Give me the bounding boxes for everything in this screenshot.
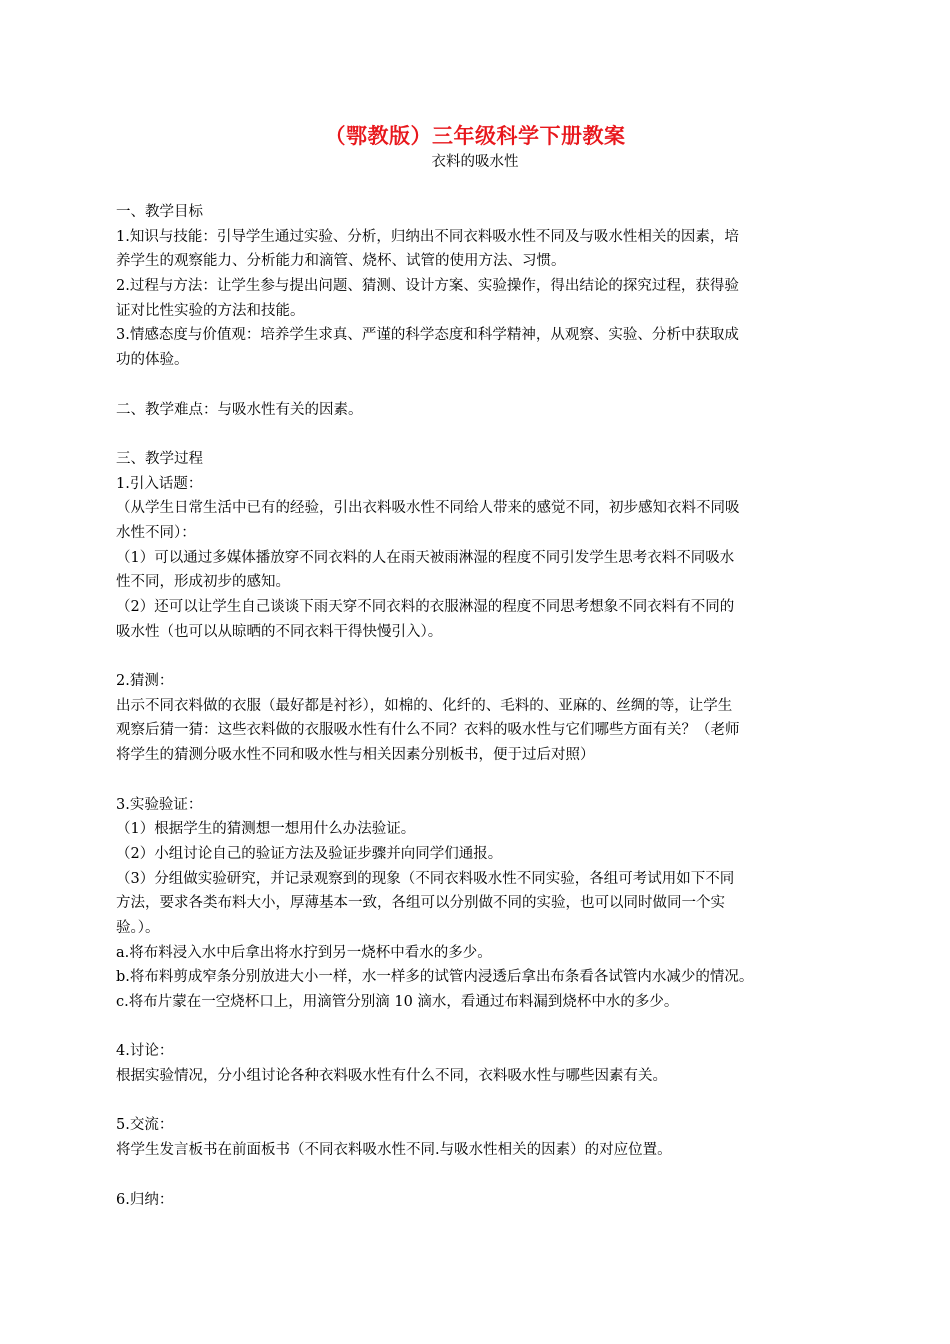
text-line: （1）根据学生的猜测想一想用什么办法验证。	[116, 821, 416, 838]
text-line: 1.引入话题：	[116, 475, 203, 492]
text-line: （从学生日常生活中已有的经验，引出衣料吸水性不同给人带来的感觉不同，初步感知衣料不同吸	[116, 500, 740, 517]
paragraph-gap	[116, 1015, 838, 1040]
text-line: 性不同，形成初步的感知。	[116, 574, 290, 591]
paragraph-gap	[116, 422, 838, 447]
document-body	[116, 200, 838, 1212]
document-title: （鄂教版）三年级科学下册教案	[324, 123, 626, 148]
text-line: 将学生发言板书在前面板书（不同衣料吸水性不同.与吸水性相关的因素）的对应位置。	[116, 1142, 672, 1159]
text-line: （3）分组做实验研究，并记录观察到的现象（不同衣料吸水性不同实验，各组可考试用如下不同	[116, 870, 735, 887]
section-heading-line: 2.猜测：	[116, 673, 174, 690]
section-heading-line: 二、教学难点：与吸水性有关的因素。	[116, 401, 363, 418]
text-line: 水性不同）：	[116, 524, 196, 541]
text-line: 吸水性（也可以从晾晒的不同衣料干得快慢引入）。	[116, 623, 443, 640]
section-heading-line: 三、教学过程	[116, 450, 203, 467]
section-heading-line: 一、教学目标	[116, 204, 203, 220]
text-line: 将学生的猜测分吸水性不同和吸水性与相关因素分别板书，便于过后对照）	[116, 747, 595, 764]
text-line: （2）还可以让学生自己谈谈下雨天穿不同衣料的衣服淋湿的程度不同思考想象不同衣料有不同的	[116, 599, 735, 615]
text-line: 根据实验情况，分小组讨论各种衣料吸水性有什么不同，衣料吸水性与哪些因素有关。	[116, 1068, 667, 1085]
text-line: 验。）。	[116, 919, 160, 936]
paragraph-gap	[116, 373, 838, 398]
text-line: 出示不同衣料做的衣服（最好都是衬衫），如棉的、化纤的、毛料的、亚麻的、丝绸的等，让学生	[116, 697, 733, 714]
text-line: 方法，要求各类布料大小，厚薄基本一致，各组可以分别做不同的实验，也可以同时做同一个实	[116, 895, 725, 912]
paragraph-gap	[116, 644, 838, 669]
text-line: 3.情感态度与价值观：培养学生求真、严谨的科学态度和科学精神，从观察、实验、分析中获取成	[116, 327, 739, 344]
text-line: 养学生的观察能力、分析能力和滴管、烧杯、试管的使用方法、习惯。	[116, 253, 566, 270]
section-heading-line: 5.交流：	[116, 1117, 174, 1134]
text-line: b.将布料剪成窄条分别放进大小一样，水一样多的试管内浸透后拿出布条看各试管内水减少的情况。	[116, 969, 754, 986]
paragraph-gap	[116, 768, 838, 793]
text-line: 1.知识与技能：引导学生通过实验、分析，归纳出不同衣料吸水性不同及与吸水性相关的因素，培	[116, 228, 739, 245]
section-heading-line: 4.讨论：	[116, 1043, 174, 1060]
text-line: a.将布料浸入水中后拿出将水拧到另一烧杯中看水的多少。	[116, 944, 492, 961]
text-line: 观察后猜一猜：这些衣料做的衣服吸水性有什么不同？衣料的吸水性与它们哪些方面有关？（老师	[116, 722, 740, 739]
text-line: （2）小组讨论自己的验证方法及验证步骤并向同学们通报。	[116, 845, 503, 862]
text-line: 2.过程与方法：让学生参与提出问题、猜测、设计方案、实验操作，得出结论的探究过程，获得验	[116, 278, 739, 295]
section-heading-line: 3.实验验证：	[116, 796, 203, 813]
document-subtitle: 衣料的吸水性	[431, 154, 519, 170]
paragraph-gap	[116, 1089, 838, 1114]
text-line: 证对比性实验的方法和技能。	[116, 302, 305, 319]
text-line: 功的体验。	[116, 352, 189, 369]
text-line: c.将布片蒙在一空烧杯口上，用滴管分别滴 10 滴水，看通过布料漏到烧杯中水的多少。	[116, 994, 679, 1010]
text-line: （1）可以通过多媒体播放穿不同衣料的人在雨天被雨淋湿的程度不同引发学生思考衣料不同吸水	[116, 549, 735, 566]
section-heading-line: 6.归纳：	[116, 1191, 174, 1208]
paragraph-gap	[116, 1163, 838, 1188]
